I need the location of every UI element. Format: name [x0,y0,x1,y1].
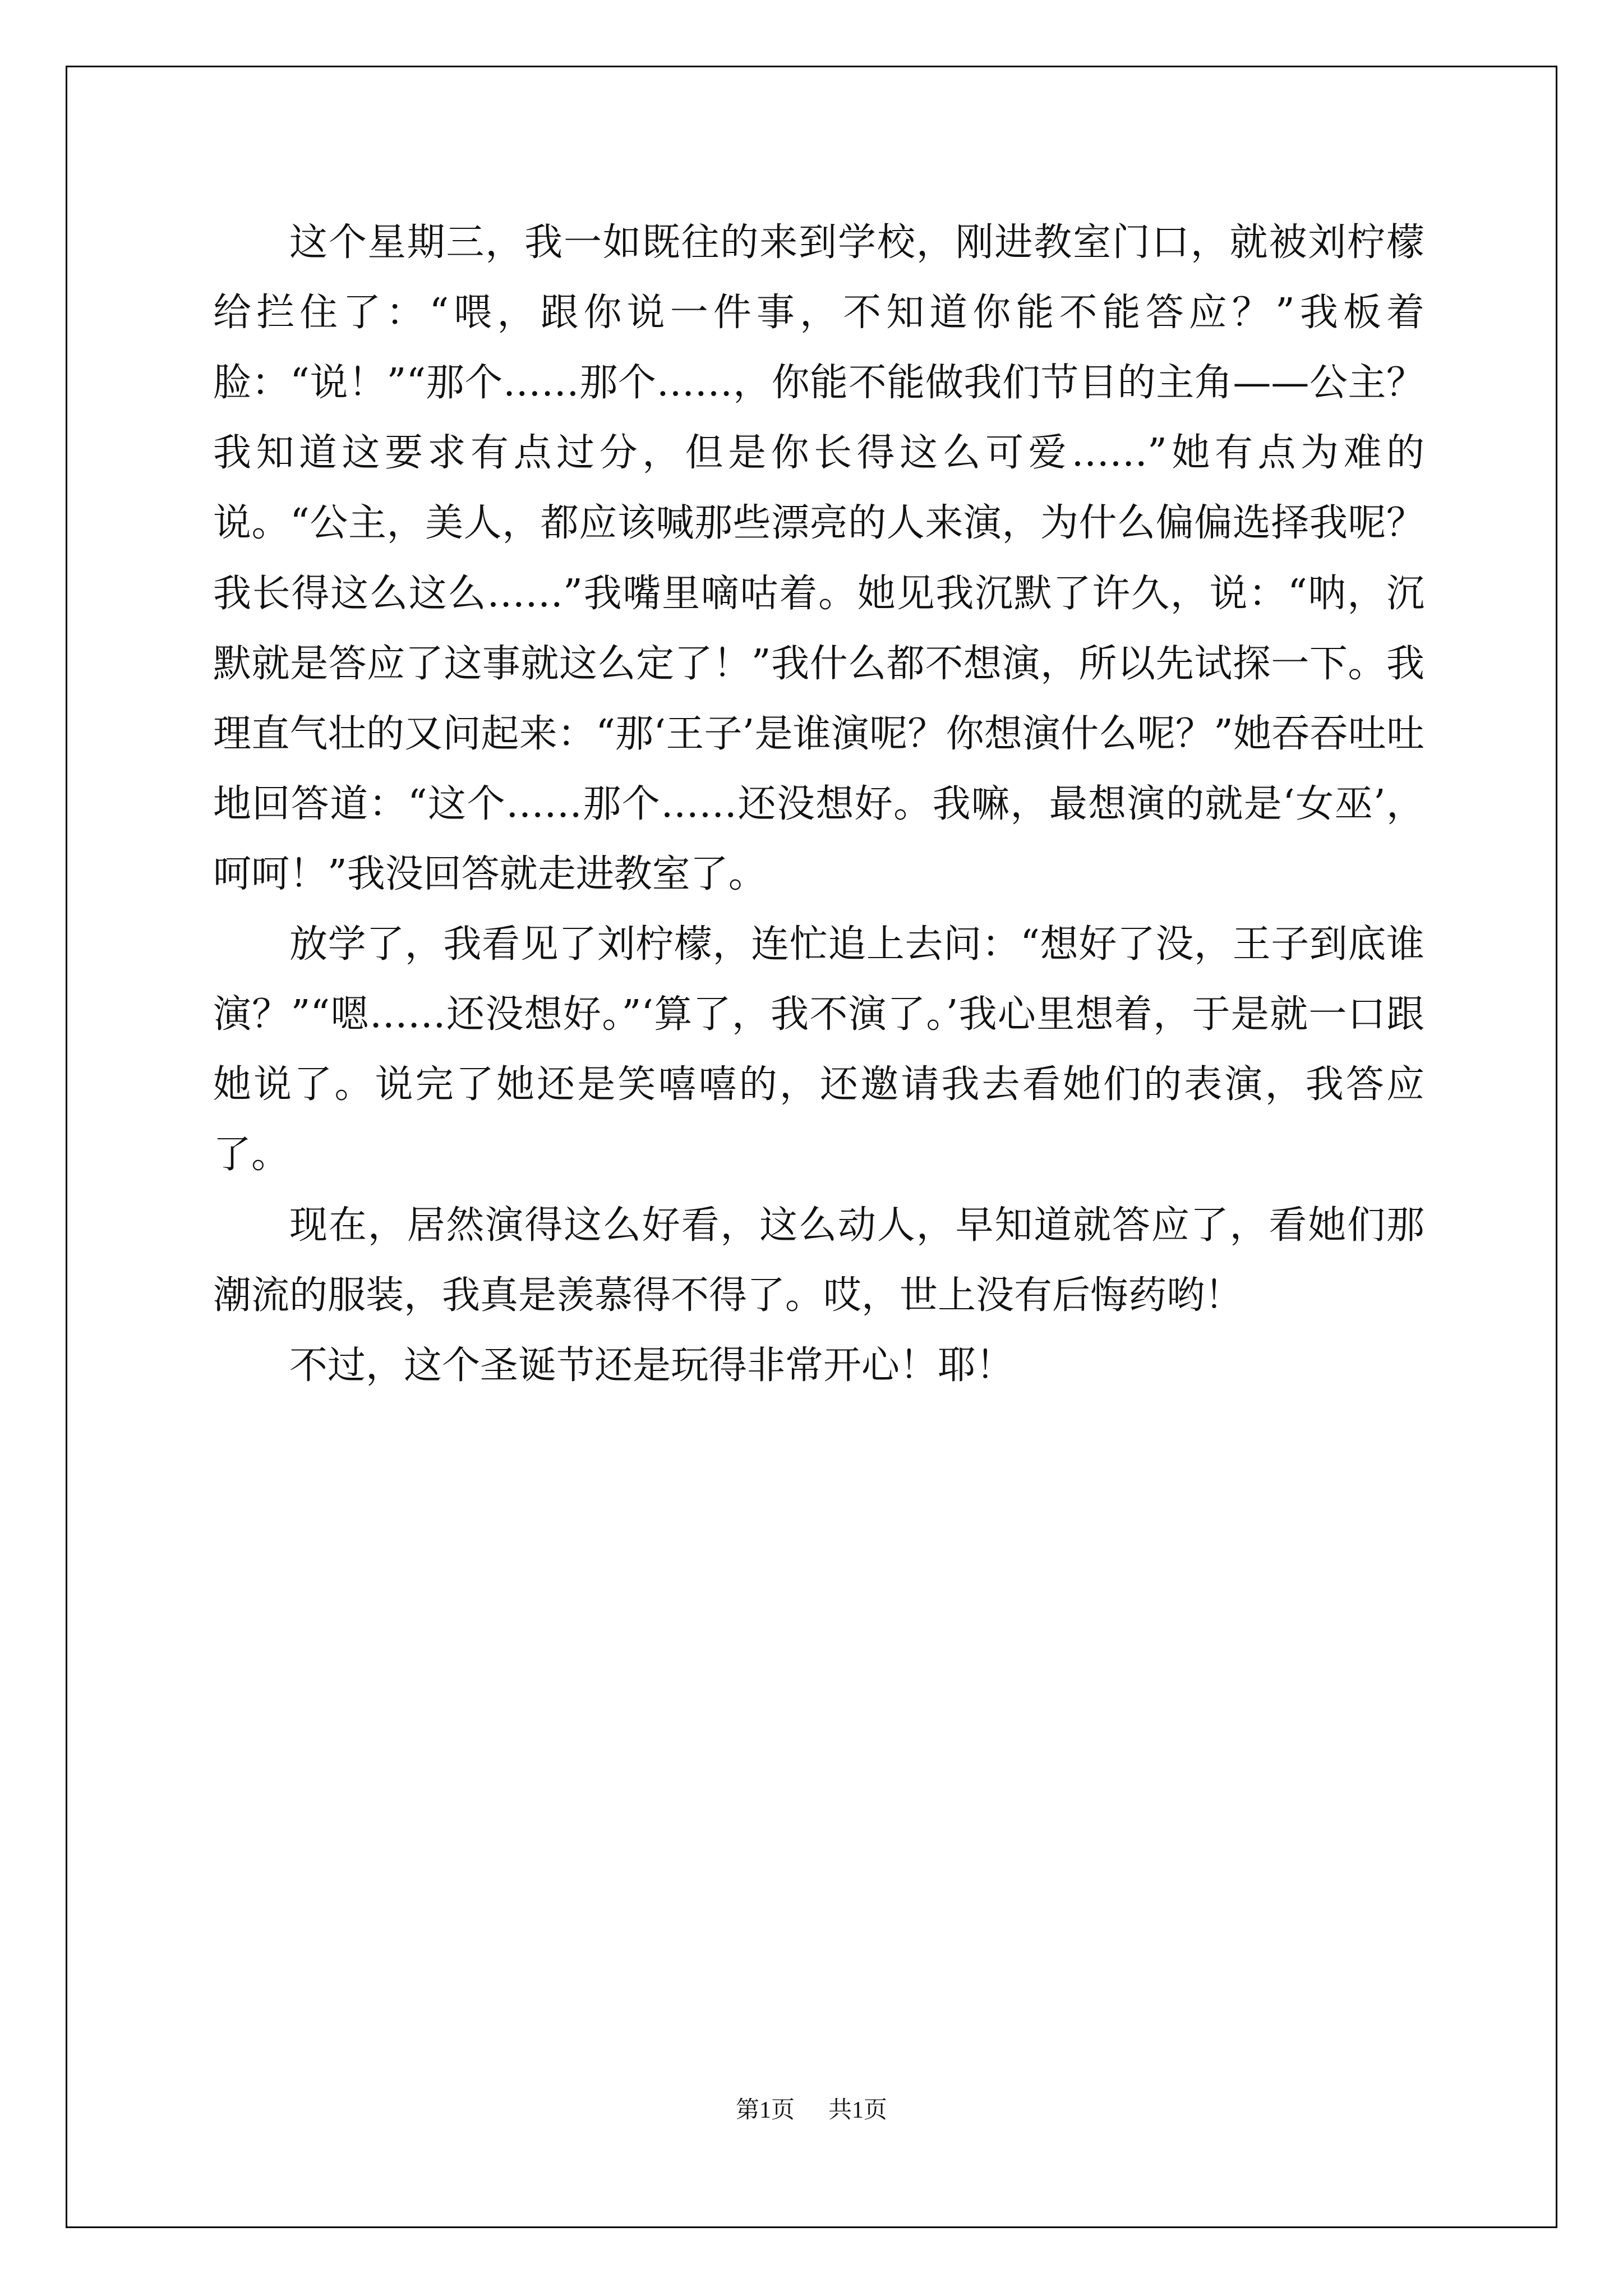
paragraph-3: 现在，居然演得这么好看，这么动人，早知道就答应了，看她们那潮流的服装，我真是羡慕得不得了。哎，世上没有后悔药哟！ [213,1203,1424,1318]
page-total: 共1页 [828,2097,888,2123]
page-footer [0,2091,1623,2125]
paragraph-1: 这个星期三，我一如既往的来到学校，刚进教室门口，就被刘柠檬给拦住了：“喂，跟你说一件事，不知道你能不能答应？”我板着脸：“说！”“那个……那个……，你能不能做我们节目的主角——公主？我知道这要求有点过分，但是你长得这么可爱……”她有点为难的说。“公主，美人，都应该喊那些漂亮的人来演，为什么偏偏选择我呢？我长得这么这么……”我嘴里嘀咕着。她见我沉默了许久，说：“呐，沉默就是答应了这事就这么定了！”我什么都不想演，所以先试探一下。我理直气壮的又问起来：“那‘王子’是谁演呢？你想演什么呢？”她吞吞吐吐地回答道：“这个……那个……还没想好。我嘛，最想演的就是‘女巫’，呵呵！”我没回答就走进教室了。 [213,220,1424,896]
document-body [213,208,1424,1401]
paragraph-4: 不过，这个圣诞节还是玩得非常开心！耶！ [289,1343,1015,1388]
page-number: 第1页 [735,2097,795,2123]
paragraph-2: 放学了，我看见了刘柠檬，连忙追上去问：“想好了没，王子到底谁演？”“嗯……还没想好。”‘算了，我不演了。’我心里想着，于是就一口跟她说了。说完了她还是笑嘻嘻的，还邀请我去看她们的表演，我答应了。 [213,922,1424,1177]
